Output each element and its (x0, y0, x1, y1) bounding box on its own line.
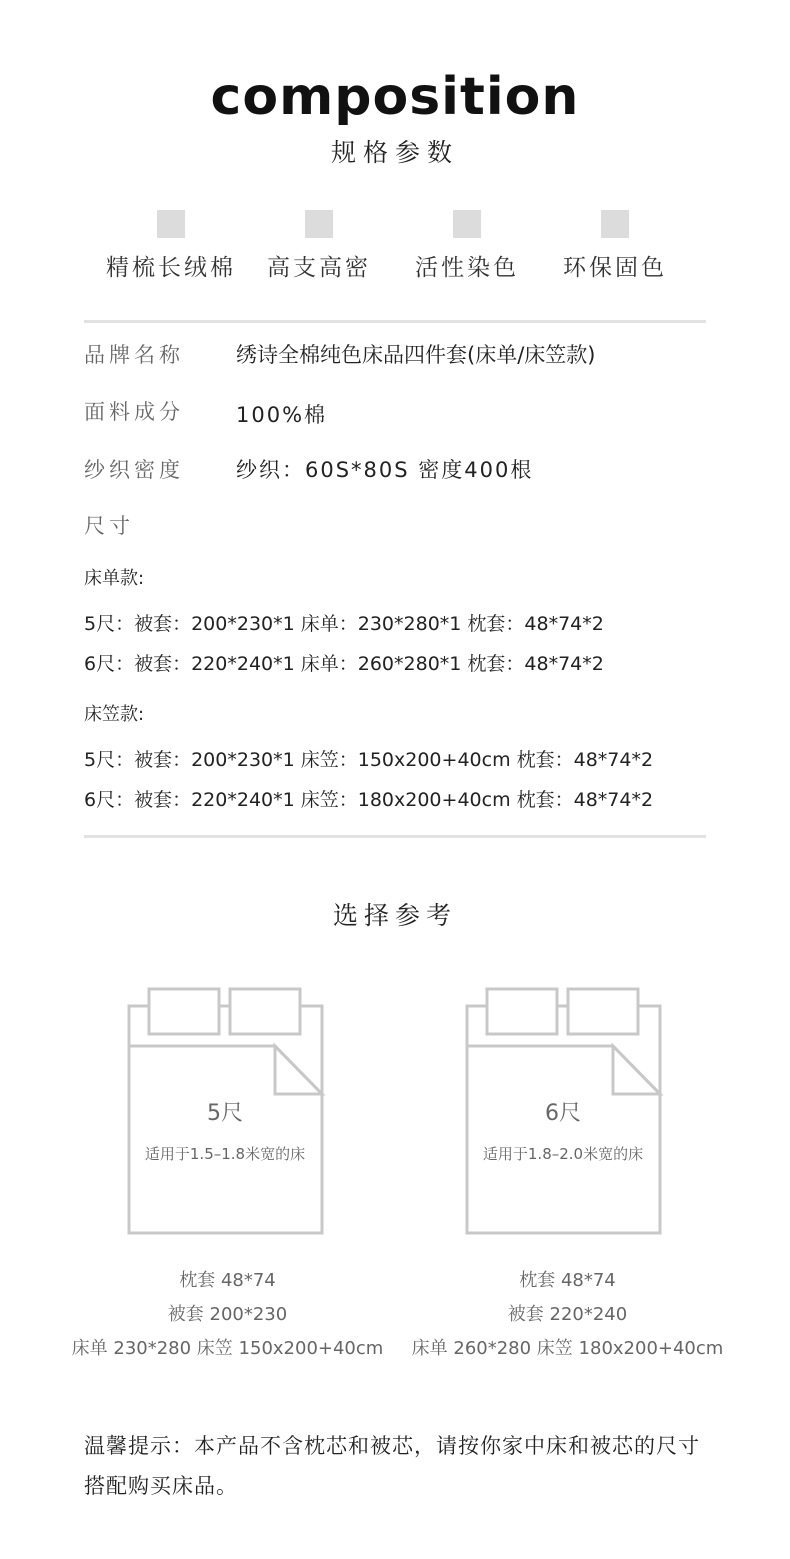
bed-diagram-6ft (465, 985, 665, 1237)
page-title: composition (210, 67, 580, 127)
fabric-label: 面料成分 (84, 400, 184, 424)
fabric-value: 100%棉 (236, 403, 328, 427)
feature-reactive-dye (387, 210, 547, 284)
bed-size-label: 5尺 (207, 1101, 243, 1126)
bed-6ft-duvet: 被套 220*240 (507, 1304, 628, 1325)
bed-6ft-pillowcase: 枕套 48*74 (519, 1270, 616, 1291)
bed-5ft-pillowcase: 枕套 48*74 (179, 1270, 276, 1291)
bed-size-label: 6尺 (545, 1101, 581, 1126)
brand-label: 品牌名称 (84, 343, 184, 367)
bed-5ft-duvet: 被套 200*230 (167, 1304, 288, 1325)
density-label: 纱织密度 (84, 458, 184, 482)
sheet-style-line-5ft: 5尺：被套：200*230*1 床单：230*280*1 枕套：48*74*2 (84, 613, 604, 635)
density-value: 纱织：60S*80S 密度400根 (236, 458, 534, 482)
divider-top (84, 320, 706, 323)
reference-title: 选择参考 (332, 901, 457, 930)
bed-6ft-sheet-fitted: 床单 260*280 床笠 180x200+40cm (411, 1338, 724, 1359)
fitted-style-line-6ft: 6尺：被套：220*240*1 床笠：180x200+40cm 枕套：48*74*2 (84, 789, 654, 811)
sheet-style-heading: 床单款: (84, 568, 145, 589)
feature-label: 活性染色 (415, 255, 519, 281)
feature-label: 环保固色 (563, 255, 667, 281)
feature-swatch (157, 210, 185, 238)
feature-combed-cotton (91, 210, 251, 284)
feature-eco-colorfast (535, 210, 695, 284)
bed-5ft-sheet-fitted: 床单 230*280 床笠 150x200+40cm (71, 1338, 384, 1359)
bed-fit-label: 适用于1.8–2.0米宽的床 (482, 1145, 644, 1163)
warm-tip: 温馨提示：本产品不含枕芯和被芯，请按你家中床和被芯的尺寸搭配购买床品。 (84, 1434, 700, 1498)
feature-swatch (453, 210, 481, 238)
feature-high-density (239, 210, 399, 284)
feature-label: 高支高密 (267, 255, 371, 281)
sheet-style-line-6ft: 6尺：被套：220*240*1 床单：260*280*1 枕套：48*74*2 (84, 653, 604, 675)
brand-value: 绣诗全棉纯色床品四件套(床单/床笠款) (236, 343, 596, 367)
feature-label: 精梳长绒棉 (106, 255, 236, 281)
bed-diagram-5ft (127, 985, 327, 1237)
divider-bottom (84, 835, 706, 838)
feature-swatch (305, 210, 333, 238)
fitted-style-heading: 床笠款: (84, 704, 145, 725)
page-subtitle: 规格参数 (330, 138, 459, 167)
bed-fit-label: 适用于1.5–1.8米宽的床 (144, 1145, 306, 1163)
feature-swatch (601, 210, 629, 238)
size-label: 尺寸 (84, 514, 134, 538)
fitted-style-line-5ft: 5尺：被套：200*230*1 床笠：150x200+40cm 枕套：48*74*2 (84, 749, 654, 771)
